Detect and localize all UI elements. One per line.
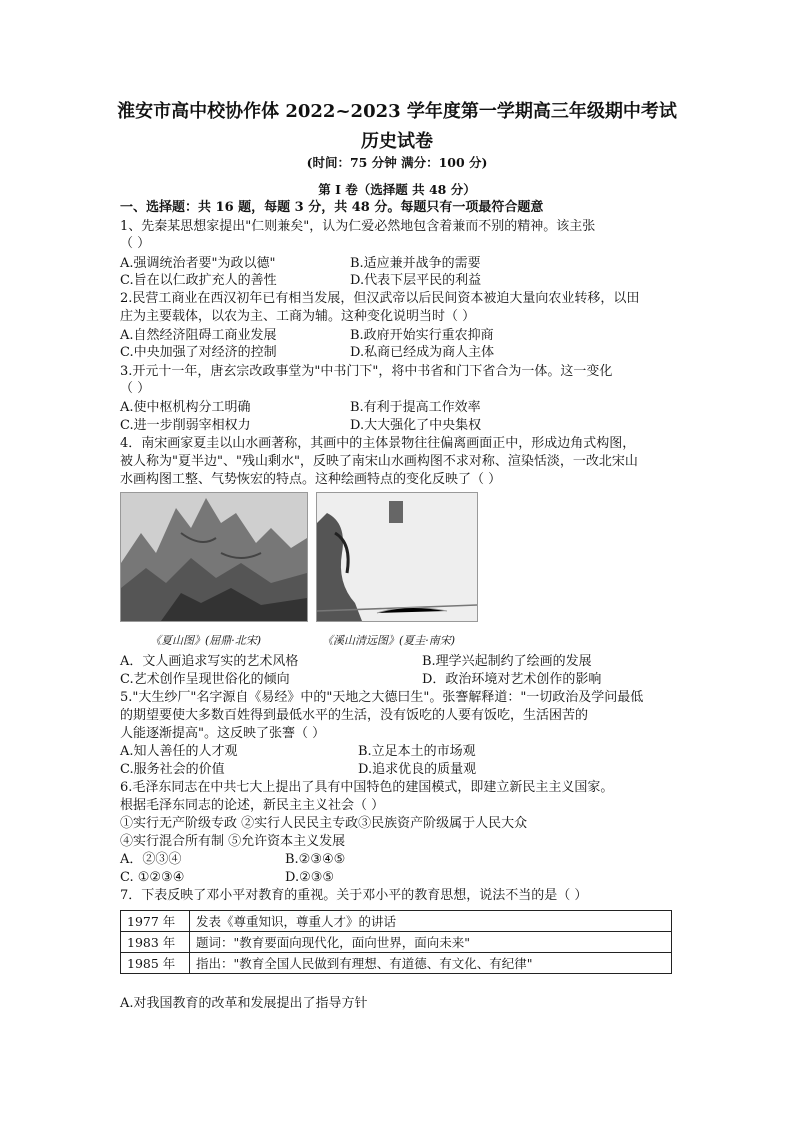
table-cell-text: 发表《尊重知识，尊重人才》的讲话 xyxy=(190,911,672,932)
q4-stem-2: 被人称为"夏半边"、"残山剩水"，反映了南宋山水画构图不求对称、渲染恬淡，一改北宋山 xyxy=(120,454,638,469)
q5-option-c: C.服务社会的价值 xyxy=(120,762,225,777)
q6-option-d: D.②③⑤ xyxy=(285,870,335,885)
q2-option-b: B.政府开始实行重农抑商 xyxy=(350,328,494,343)
table-cell-year: 1985 年 xyxy=(121,953,190,974)
q6-option-a: A．②③④ xyxy=(120,852,182,867)
q6-stem-2: 根据毛泽东同志的论述，新民主主义社会（ ） xyxy=(120,798,385,813)
q1-stem-1: 1、先秦某思想家提出"仁则兼矣"，认为仁爱必然地包含着兼而不别的精神。该主张 xyxy=(120,219,596,234)
q2-option-a: A.自然经济阻碍工商业发展 xyxy=(120,328,277,343)
table-cell-year: 1977 年 xyxy=(121,911,190,932)
exam-subject: 历史试卷 xyxy=(361,131,433,152)
q5-option-a: A.知人善任的人才观 xyxy=(120,744,238,759)
caption-xishan: 《溪山清远图》(夏圭·南宋) xyxy=(322,634,456,647)
section-heading: 一、选择题：共 16 题，每题 3 分，共 48 分。每题只有一项最符合题意 xyxy=(120,200,544,215)
exam-title: 淮安市高中校协作体 2022~2023 学年度第一学期高三年级期中考试 xyxy=(117,101,677,122)
q5-option-b: B.立足本土的市场观 xyxy=(358,744,476,759)
q2-option-d: D.私商已经成为商人主体 xyxy=(350,345,495,360)
mountain-landscape-icon xyxy=(121,493,307,621)
q1-option-b: B.适应兼并战争的需要 xyxy=(350,256,481,271)
part-heading: 第 I 卷（选择题 共 48 分） xyxy=(318,182,476,197)
q3-stem-1: 3.开元十一年，唐玄宗改政事堂为"中书门下"，将中书省和门下省合为一体。这一变化 xyxy=(120,364,613,379)
table-row xyxy=(121,953,672,974)
q5-stem-2: 的期望要使大多数百姓得到最低水平的生活，没有饭吃的人要有饭吃，生活困苦的 xyxy=(120,708,589,723)
q3-option-b: B.有利于提高工作效率 xyxy=(350,400,481,415)
q4-stem-1: 4．南宋画家夏圭以山水画著称，其画中的主体景物往往偏离画面正中，形成边角式构图， xyxy=(120,436,636,451)
painting-xiashan xyxy=(120,492,308,622)
q2-option-c: C.中央加强了对经济的控制 xyxy=(120,345,277,360)
q5-option-d: D.追求优良的质量观 xyxy=(358,762,477,777)
q3-option-d: D.大大强化了中央集权 xyxy=(350,418,482,433)
q7-option-a: A.对我国教育的改革和发展提出了指导方针 xyxy=(120,996,368,1011)
table-row xyxy=(121,932,672,953)
q6-option-b: B.②③④⑤ xyxy=(285,852,346,867)
q2-stem-1: 2.民营工商业在西汉初年已有相当发展，但汉武帝以后民间资本被迫大量向农业转移，以田 xyxy=(120,291,640,306)
q7-table xyxy=(120,910,672,974)
q1-stem-2: （ ） xyxy=(120,236,151,251)
q1-option-d: D.代表下层平民的利益 xyxy=(350,273,482,288)
q4-option-d: D．政治环境对艺术创作的影响 xyxy=(422,672,602,687)
q5-stem-3: 人能逐渐提高"。这反映了张謇（ ） xyxy=(120,726,326,741)
q7-stem: 7．下表反映了邓小平对教育的重视。关于邓小平的教育思想，说法不当的是（ ） xyxy=(120,888,588,903)
painting-xishan-qingyuan xyxy=(316,492,478,622)
q3-option-c: C.进一步削弱宰相权力 xyxy=(120,418,251,433)
q6-stem-1: 6.毛泽东同志在中共七大上提出了具有中国特色的建国模式，即建立新民主主义国家。 xyxy=(120,780,614,795)
exam-meta: (时间：75 分钟 满分：100 分) xyxy=(306,155,488,170)
q4-option-a: A．文人画追求写实的艺术风格 xyxy=(120,654,299,669)
q4-option-b: B.理学兴起制约了绘画的发展 xyxy=(422,654,592,669)
caption-xiashan: 《夏山图》(屈鼎·北宋) xyxy=(150,634,262,647)
table-row xyxy=(121,911,672,932)
table-cell-text: 指出："教育全国人民做到有理想、有道德、有文化、有纪律" xyxy=(190,953,672,974)
q4-option-c: C.艺术创作呈现世俗化的倾向 xyxy=(120,672,290,687)
q4-stem-3: 水画构图工整、气势恢宏的特点。这种绘画特点的变化反映了（ ） xyxy=(120,472,502,487)
q6-statements-1: ①实行无产阶级专政 ②实行人民民主专政③民族资产阶级属于人民大众 xyxy=(120,816,528,831)
q2-stem-2: 庄为主要载体，以农为主、工商为辅。这种变化说明当时（ ） xyxy=(120,309,476,324)
q3-stem-2: （ ） xyxy=(120,381,151,396)
q6-statements-2: ④实行混合所有制 ⑤允许资本主义发展 xyxy=(120,834,346,849)
q5-stem-1: 5."大生纱厂"名字源自《易经》中的"天地之大德曰生"。张謇解释道："一切政治及学问最低 xyxy=(120,690,644,705)
table-cell-year: 1983 年 xyxy=(121,932,190,953)
q3-option-a: A.使中枢机构分工明确 xyxy=(120,400,251,415)
sparse-landscape-icon xyxy=(317,493,477,621)
q1-option-a: A.强调统治者要"为政以德" xyxy=(120,256,276,271)
q6-option-c: C. ①②③④ xyxy=(120,870,185,885)
table-cell-text: 题词："教育要面向现代化，面向世界，面向未来" xyxy=(190,932,672,953)
q1-option-c: C.旨在以仁政扩充人的善性 xyxy=(120,273,277,288)
